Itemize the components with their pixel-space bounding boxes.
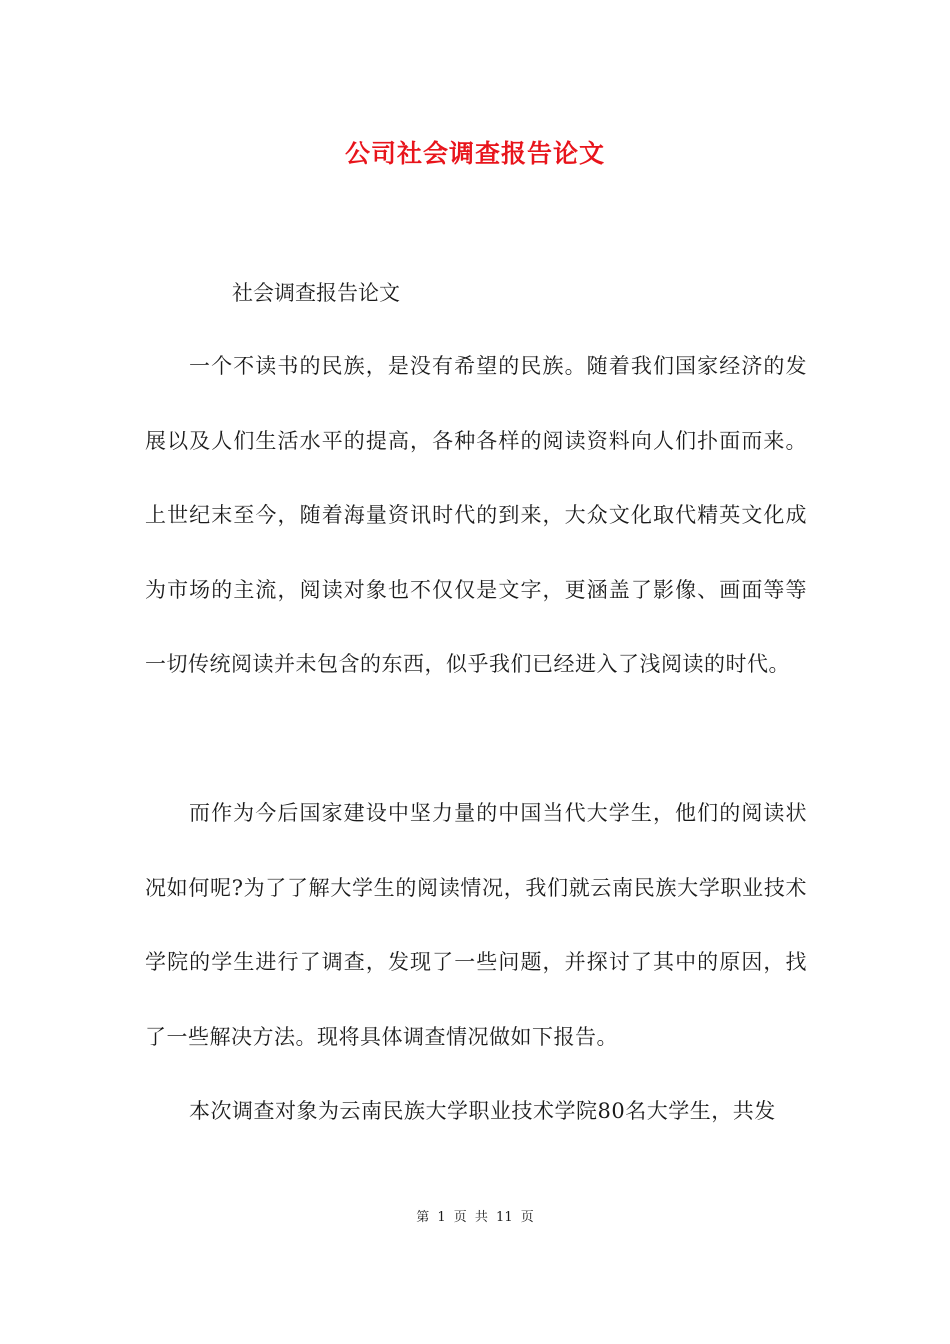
page-footer: 第 1 页 共 11 页 <box>416 1210 534 1225</box>
paragraph-3: 本次调查对象为云南民族大学职业技术学院80名大学生，共发 <box>189 1099 776 1123</box>
page-title: 公司社会调查报告论文 <box>344 139 605 168</box>
paragraph-1: 一个不读书的民族，是没有希望的民族。随着我们国家经济的发展以及人们生活水平的提高，各种各样的阅读资料向人们扑面而来。上世纪末至今，随着海量资讯时代的到来，大众文化取代精英文化成为市场的主流，阅读对象也不仅仅是文字，更涵盖了影像、画面等等一切传统阅读并未包含的东西，似乎我们已经进入了浅阅读的时代。 <box>145 354 807 676</box>
paragraph-2: 而作为今后国家建设中坚力量的中国当代大学生，他们的阅读状况如何呢?为了了解大学生的阅读情况，我们就云南民族大学职业技术学院的学生进行了调查，发现了一些问题，并探讨了其中的原因，找了一些解决方法。现将具体调查情况做如下报告。 <box>145 801 807 1049</box>
document-subtitle: 社会调查报告论文 <box>232 281 400 305</box>
